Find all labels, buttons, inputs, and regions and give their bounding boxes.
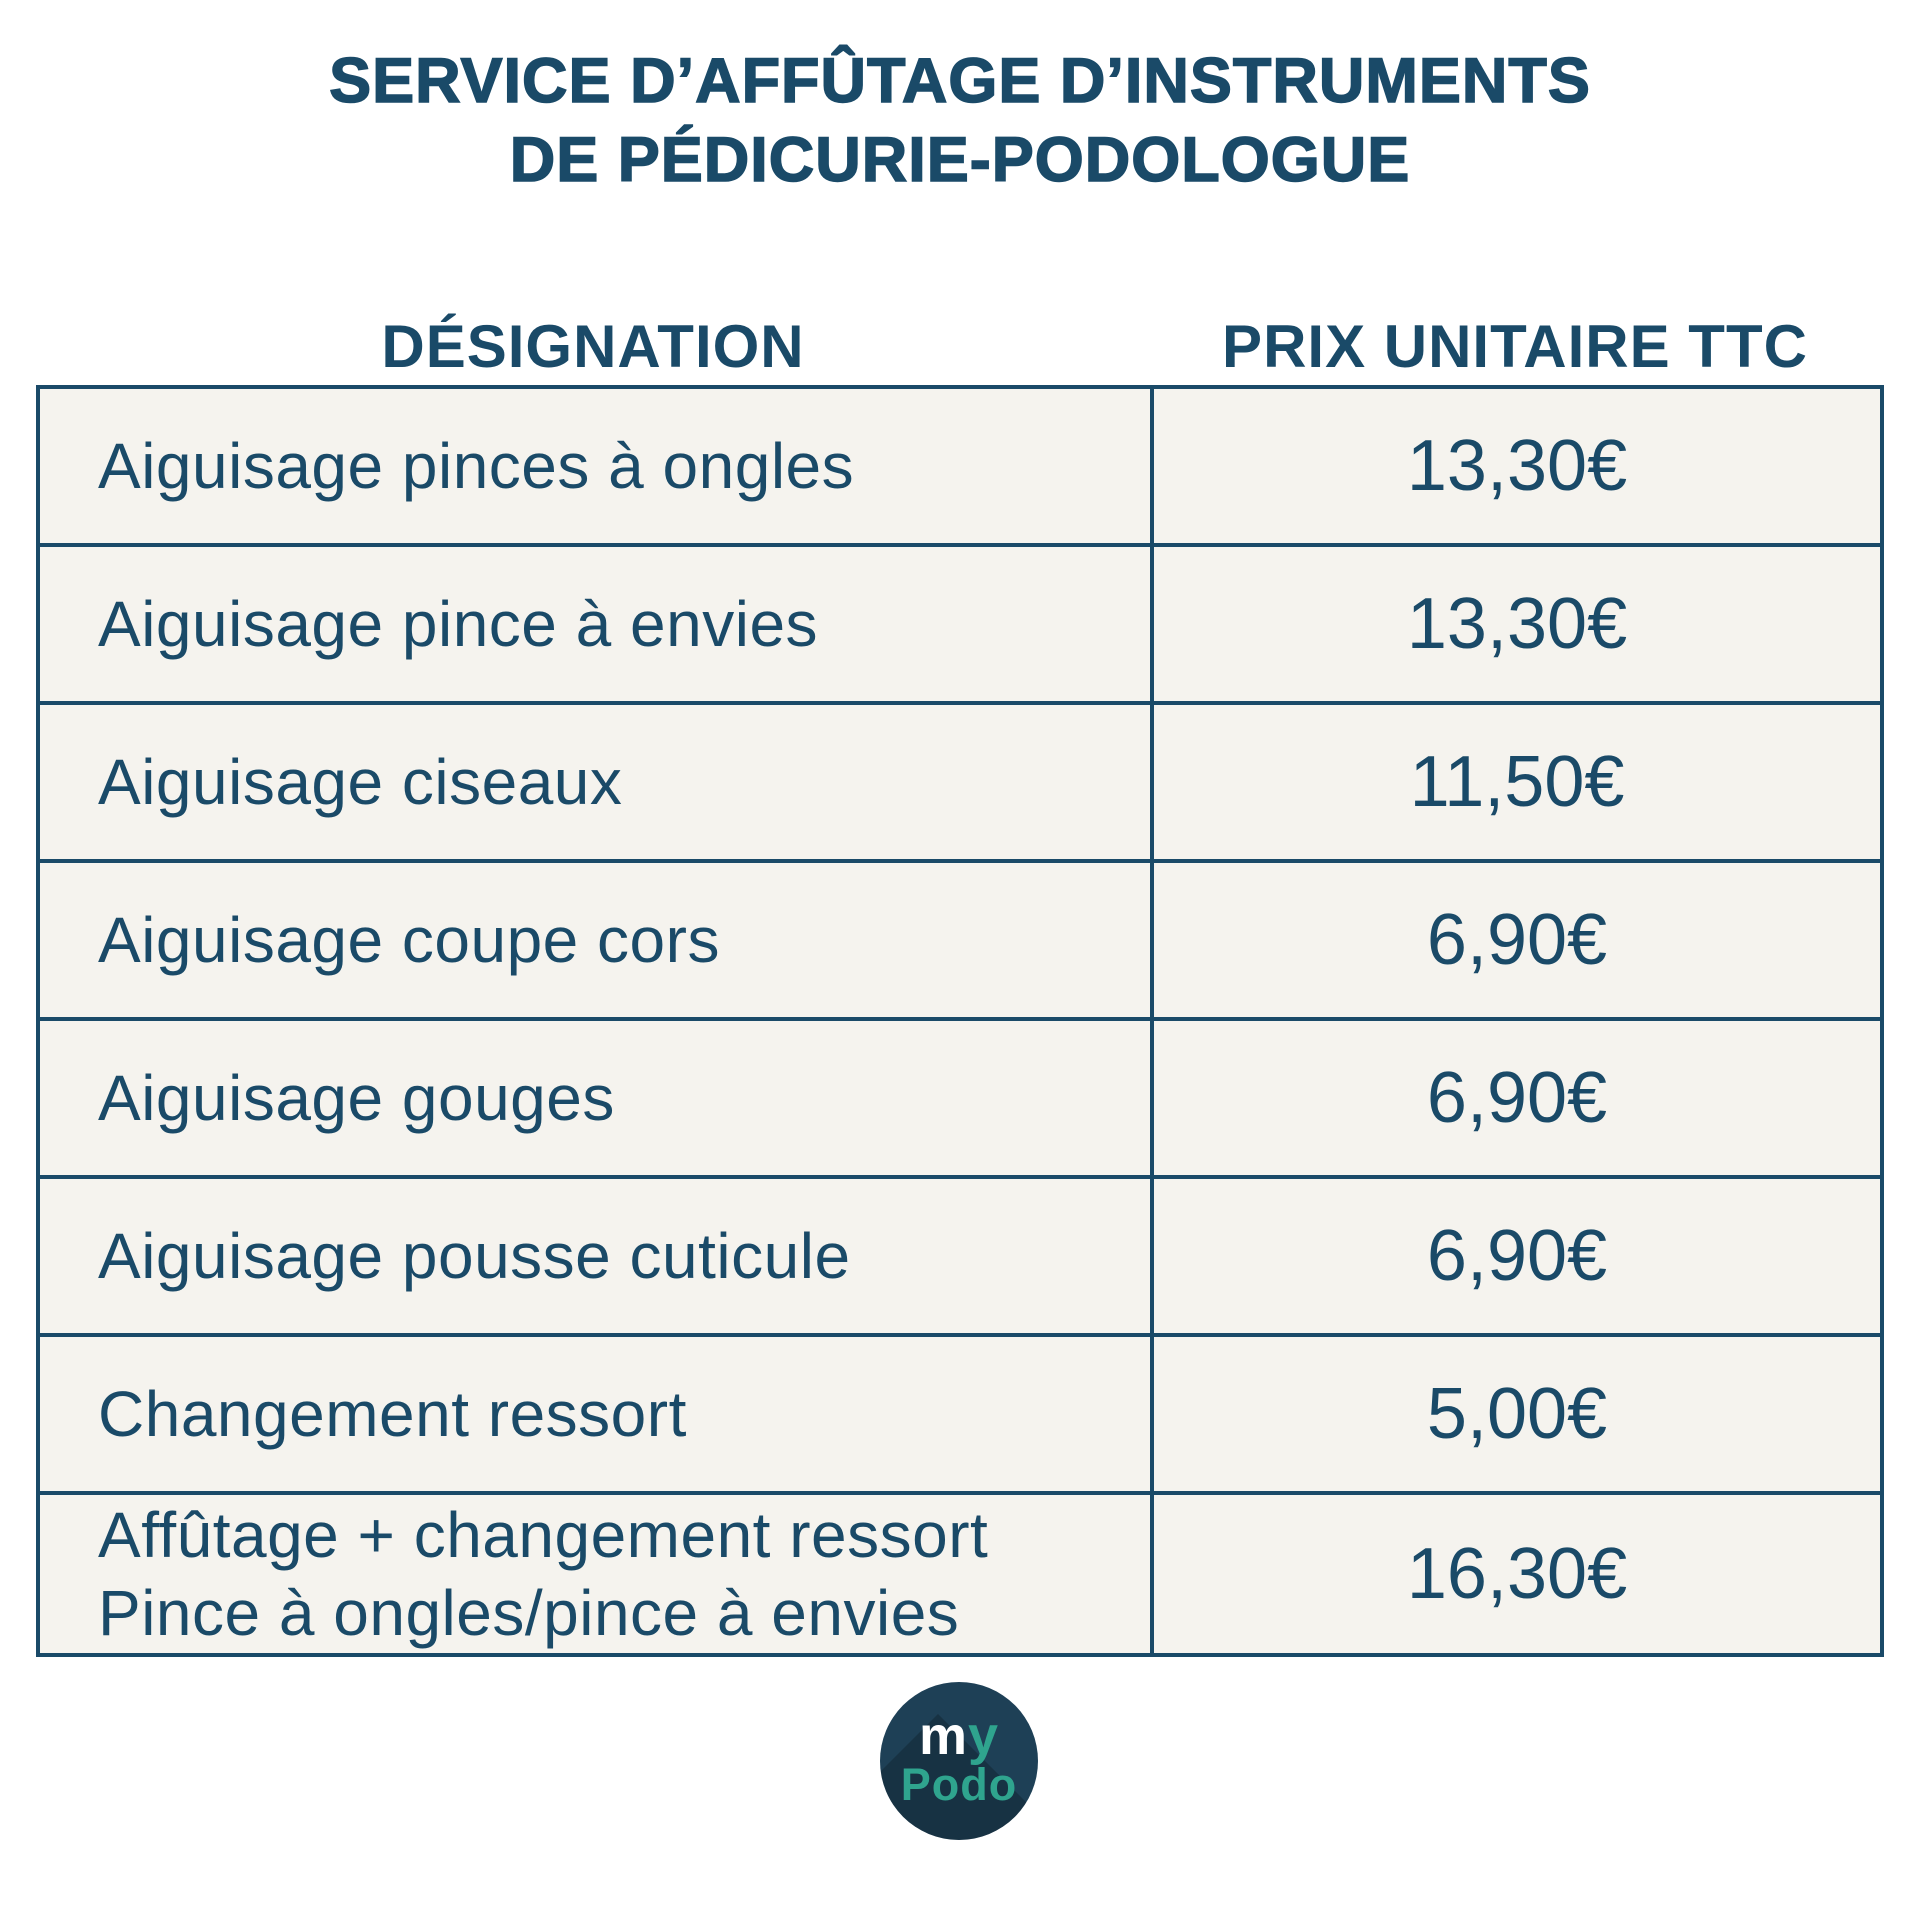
designation-line1: Affûtage + changement ressort	[98, 1499, 989, 1571]
table-row	[38, 1019, 1882, 1177]
table-row	[38, 1493, 1882, 1655]
table-row	[38, 387, 1882, 545]
logo-letter-m: m	[918, 1706, 968, 1766]
price-cell: 6,90€	[1152, 1019, 1882, 1177]
designation-cell: Aiguisage pinces à ongles	[38, 387, 1152, 545]
designation-header: DÉSIGNATION	[381, 313, 805, 380]
logo-line-my	[918, 1706, 1000, 1766]
price-cell: 6,90€	[1152, 861, 1882, 1019]
designation-cell	[38, 1493, 1152, 1655]
logo-text	[880, 1682, 1038, 1840]
page-title	[0, 42, 1920, 200]
price-cell: 6,90€	[1152, 1177, 1882, 1335]
price-cell: 5,00€	[1152, 1335, 1882, 1493]
table-row	[38, 545, 1882, 703]
price-table	[36, 385, 1884, 1657]
price-header: PRIX UNITAIRE TTC	[1222, 313, 1808, 380]
price-cell: 13,30€	[1152, 545, 1882, 703]
page-title-line2: DE PÉDICURIE-PODOLOGUE	[509, 125, 1411, 195]
designation-cell: Aiguisage pince à envies	[38, 545, 1152, 703]
designation-cell: Aiguisage gouges	[38, 1019, 1152, 1177]
table-row	[38, 861, 1882, 1019]
page-title-line1: SERVICE D’AFFÛTAGE D’INSTRUMENTS	[329, 46, 1591, 116]
designation-cell: Aiguisage coupe cors	[38, 861, 1152, 1019]
table-row	[38, 703, 1882, 861]
table-column-headers	[36, 312, 1880, 381]
logo-letter-y: y	[967, 1706, 1000, 1766]
designation-cell: Aiguisage ciseaux	[38, 703, 1152, 861]
table-row	[38, 1177, 1882, 1335]
price-cell: 11,50€	[1152, 703, 1882, 861]
price-cell: 13,30€	[1152, 387, 1882, 545]
price-cell: 16,30€	[1152, 1493, 1882, 1655]
logo-line-podo: Podo	[900, 1759, 1018, 1810]
designation-line2: Pince à ongles/pince à envies	[98, 1577, 960, 1649]
designation-cell: Aiguisage pousse cuticule	[38, 1177, 1152, 1335]
designation-cell: Changement ressort	[38, 1335, 1152, 1493]
table-row	[38, 1335, 1882, 1493]
mypodo-logo	[880, 1682, 1038, 1840]
